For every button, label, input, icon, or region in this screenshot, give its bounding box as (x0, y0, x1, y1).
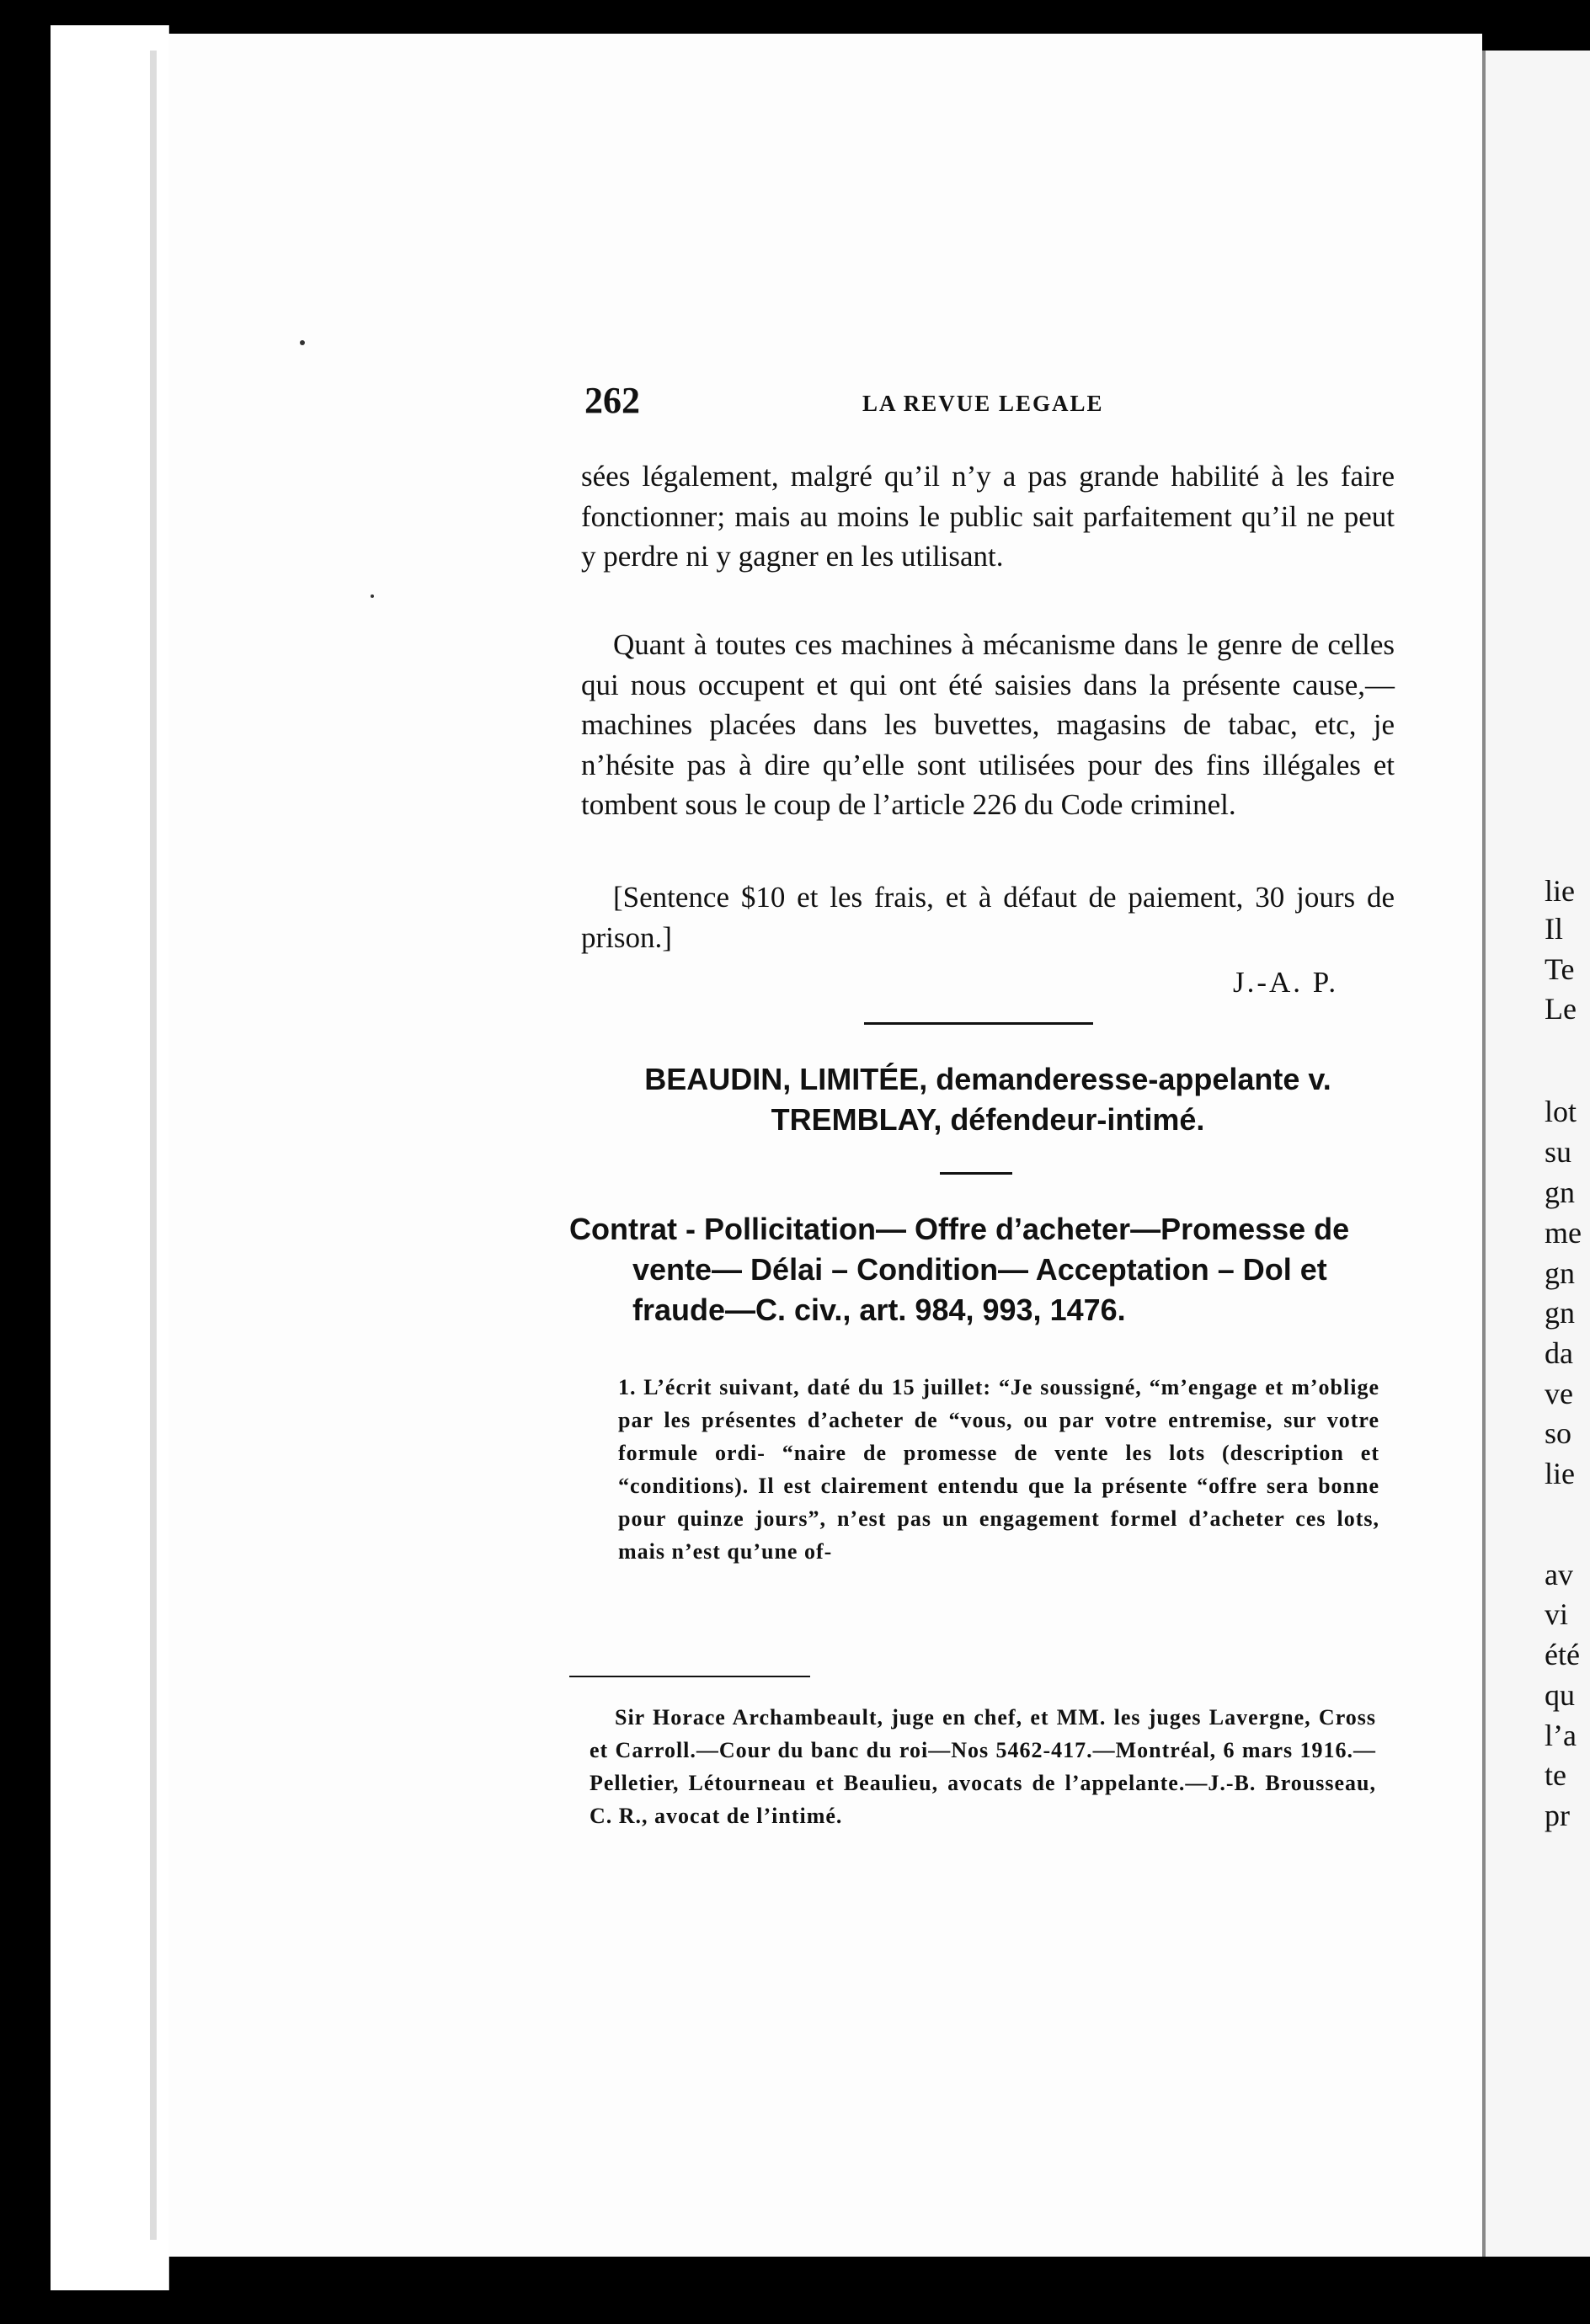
binding-shadow (150, 51, 157, 2240)
page-number: 262 (584, 380, 640, 421)
section-divider (864, 1022, 1093, 1025)
case-footnote: Sir Horace Archambeault, juge en chef, et MM. les juges Lavergne, Cross et Carroll.—Cour du banc du roi—Nos 5462-417.—Montréal, 6 mars 1916.—Pelletier, Létourneau et Beaulieu, avocats de l’appelante.—J.-B. Brousseau, C. R., avocat de l’intimé. (590, 1705, 1376, 1828)
facing-page-fragment: so (1545, 1416, 1572, 1450)
facing-page-fragment: pr (1545, 1799, 1570, 1832)
short-divider (940, 1172, 1012, 1175)
facing-page-fragment: te (1545, 1758, 1566, 1792)
facing-page-fragment: lie (1545, 874, 1575, 908)
paragraph-continued: sées légalement, malgré qu’il n’y a pas grande habilité à les faire fonctionner; mais au moins le public sait parfaitement qu’il ne peut y perdre ni y gagner en les utilisant. (581, 460, 1395, 573)
running-head (584, 379, 1410, 429)
case-title-line: TREMBLAY, défendeur-intimé. (771, 1102, 1205, 1137)
facing-page-fragment: ve (1545, 1377, 1573, 1410)
case-title-line: BEAUDIN, LIMITÉE, demanderesse-appelante v. (644, 1062, 1331, 1096)
facing-page-fragment: da (1545, 1336, 1573, 1370)
facing-page-fragment: gn (1545, 1256, 1575, 1290)
facing-page-fragment: Te (1545, 952, 1575, 986)
case-title (581, 1059, 1395, 1140)
case-keywords: Contrat - Pollicitation— Offre d’acheter—Promesse de vente— Délai – Condition— Acceptation – Dol et fraude—C. civ., art. 984, 993, 1476. (569, 1212, 1350, 1327)
case-summary: 1. L’écrit suivant, daté du 15 juillet: “Je soussigné, “m’engage et m’oblige par les présentes d’acheter de “vous, ou par votre entremise, sur votre formule ordi- “naire de promesse de vente les lots (description et “conditions). Il est clairement entendu que la présente “offre sera bonne pour quinze jours”, n’est pas un engagement formel d’acheter ces lots, mais n’est qu’une of- (618, 1375, 1379, 1564)
journal-title: LA REVUE LEGALE (862, 391, 1104, 416)
facing-page-fragment: gn (1545, 1175, 1575, 1209)
facing-page-fragment: lie (1545, 1457, 1575, 1490)
facing-page-fragment: qu (1545, 1678, 1575, 1712)
facing-page-fragment: su (1545, 1135, 1572, 1169)
facing-page-fragment: Le (1545, 992, 1577, 1026)
facing-page-edge (1482, 51, 1590, 2257)
facing-page-fragment: gn (1545, 1296, 1575, 1330)
facing-page-fragment: lot (1545, 1095, 1577, 1128)
facing-page-fragment: été (1545, 1638, 1580, 1671)
facing-page-fragment: l’a (1545, 1719, 1577, 1752)
paragraph-sentence: [Sentence $10 et les frais, et à défaut de paiement, 30 jours de prison.] (581, 881, 1395, 954)
facing-page-fragment: Il (1545, 912, 1563, 946)
speck (371, 594, 374, 598)
footnote-rule (569, 1676, 810, 1677)
facing-page-fragment: av (1545, 1558, 1573, 1591)
facing-page-fragment: vi (1545, 1597, 1569, 1631)
facing-page-fragment: me (1545, 1216, 1582, 1250)
left-page (168, 34, 1482, 2257)
paragraph-judgment: Quant à toutes ces machines à mécanisme dans le genre de celles qui nous occupent et qui ont été saisies dans la présente cause,—machines placées dans les buvettes, magasins de tabac, etc, je n’hésite pas à dire qu’elle sont utilisées pour des fins illégales et tombent sous le coup de l’article 226 du Code criminel. (581, 628, 1395, 821)
speck (300, 340, 305, 345)
judge-signature: J.-A. P. (1233, 966, 1339, 999)
